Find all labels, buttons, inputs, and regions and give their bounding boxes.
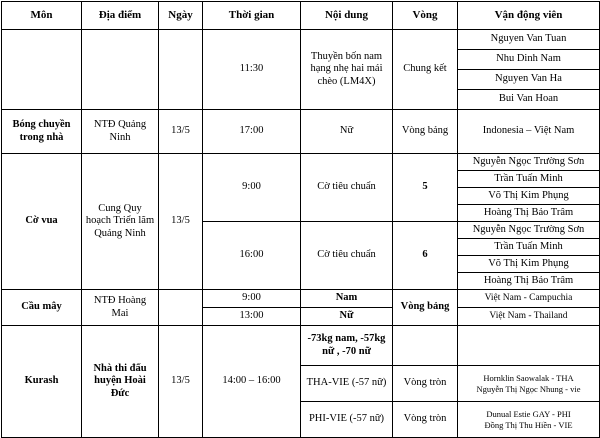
table-row [2,30,600,50]
athlete-cell: Võ Thị Kim Phụng [458,188,600,205]
content-cell: -73kg nam, -57kg nữ , -70 nữ [301,326,393,366]
time-cell: 9:00 [203,290,301,308]
athlete-cell: Nguyễn Ngọc Trường Sơn [458,154,600,171]
athlete-cell: Việt Nam - Thailand [458,308,600,326]
athlete-name: Dunual Estie GAY - PHI [486,408,571,419]
round-cell: Chung kết [393,30,458,110]
athlete-cell [458,366,600,402]
athlete-cell: Võ Thị Kim Phụng [458,256,600,273]
date-cell-empty [159,30,203,110]
athlete-cell: Indonesia – Việt Nam [458,110,600,154]
content-cell: Nam [301,290,393,308]
athlete-cell: Hoàng Thị Bảo Trâm [458,273,600,290]
venue-cell-empty [82,30,159,110]
content-cell: Nữ [301,110,393,154]
header-date: Ngày [159,2,203,30]
sport-cell-empty [2,30,82,110]
table-row [2,110,600,154]
header-venue: Địa điểm [82,2,159,30]
table-row [2,290,600,308]
athlete-name: Đồng Thị Thu Hiền - VIE [484,419,573,430]
venue-cell: Nhà thi đấu huyện Hoài Đức [82,326,159,438]
venue-cell: NTĐ Hoàng Mai [82,290,159,326]
header-time: Thời gian [203,2,301,30]
content-cell: THA-VIE (-57 nữ) [301,366,393,402]
header-sport: Môn [2,2,82,30]
content-cell: Thuyền bốn nam hạng nhẹ hai mái chèo (LM4X) [301,30,393,110]
header-athletes: Vận động viên [458,2,600,30]
content-cell: Cờ tiêu chuẩn [301,222,393,290]
content-cell: Cờ tiêu chuẩn [301,154,393,222]
sport-cell: Cờ vua [2,154,82,290]
time-cell: 14:00 – 16:00 [203,326,301,438]
time-cell: 11:30 [203,30,301,110]
round-cell-empty [393,326,458,366]
round-cell: 5 [393,154,458,222]
athlete-cell: Trần Tuấn Minh [458,171,600,188]
athlete-cell: Nguyen Van Tuan [458,30,600,50]
content-cell: Nữ [301,308,393,326]
athlete-name: Nguyễn Thị Ngọc Nhung - vie [476,383,581,394]
time-cell: 13:00 [203,308,301,326]
time-cell: 17:00 [203,110,301,154]
athlete-cell: Việt Nam - Campuchia [458,290,600,308]
date-cell: 13/5 [159,326,203,438]
time-cell: 9:00 [203,154,301,222]
content-cell: PHI-VIE (-57 nữ) [301,402,393,438]
sport-cell: Cầu mây [2,290,82,326]
athlete-cell [458,402,600,438]
athlete-cell: Trần Tuấn Minh [458,239,600,256]
date-cell: 13/5 [159,154,203,290]
table-row [2,154,600,171]
athlete-cell: Nguyễn Ngọc Trường Sơn [458,222,600,239]
date-cell-empty [159,290,203,326]
venue-cell: Cung Quy hoạch Triển lãm Quảng Ninh [82,154,159,290]
venue-cell: NTĐ Quảng Ninh [82,110,159,154]
athlete-cell-empty [458,326,600,366]
time-cell: 16:00 [203,222,301,290]
athlete-cell: Nhu Dinh Nam [458,50,600,70]
round-cell: Vòng bảng [393,290,458,326]
schedule-table [1,1,600,438]
round-cell: 6 [393,222,458,290]
round-cell: Vòng bảng [393,110,458,154]
sport-cell: Kurash [2,326,82,438]
round-cell: Vòng tròn [393,402,458,438]
header-content: Nội dung [301,2,393,30]
athlete-cell: Hoàng Thị Bảo Trâm [458,205,600,222]
table-row [2,326,600,366]
round-cell: Vòng tròn [393,366,458,402]
date-cell: 13/5 [159,110,203,154]
sport-cell: Bóng chuyền trong nhà [2,110,82,154]
athlete-cell: Nguyen Van Ha [458,70,600,90]
athlete-name: Hornklin Saowalak - THA [483,372,574,383]
header-row [2,2,600,30]
header-round: Vòng [393,2,458,30]
athlete-cell: Bui Van Hoan [458,90,600,110]
